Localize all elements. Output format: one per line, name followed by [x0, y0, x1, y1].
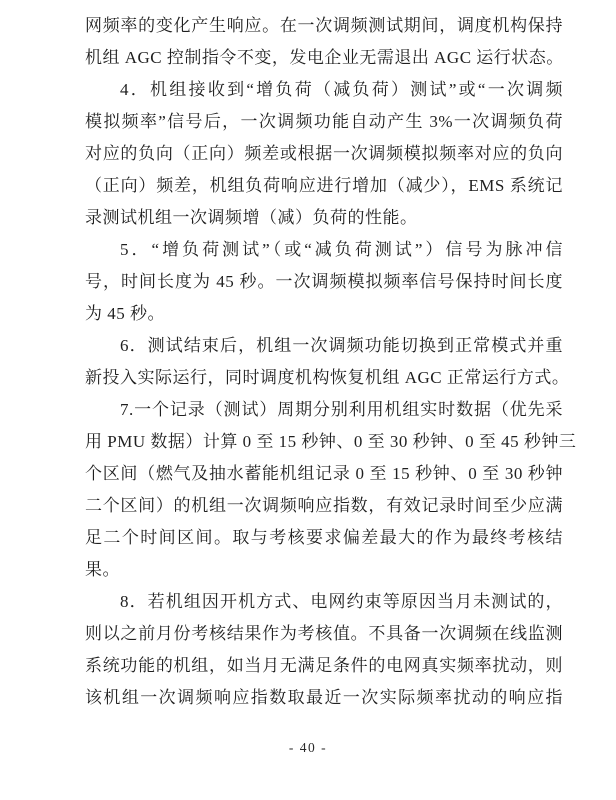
text-line: 二个区间）的机组一次调频响应指数，有效记录时间至少应满 — [85, 496, 563, 515]
text-line: 新投入实际运行，同时调度机构恢复机组 AGC 正常运行方式。 — [85, 368, 570, 387]
text-line: 7.一个记录（测试）周期分别利用机组实时数据（优先采 — [120, 400, 563, 419]
text-line: 模拟频率”信号后，一次调频功能自动产生 3%一次调频负荷 — [85, 112, 563, 131]
text-line: 机组 AGC 控制指令不变，发电企业无需退出 AGC 运行状态。 — [85, 48, 564, 67]
text-line: 录测试机组一次调频增（减）负荷的性能。 — [85, 208, 418, 227]
text-line: 个区间（燃气及抽水蓄能机组记录 0 至 15 秒钟、0 至 30 秒钟 — [85, 464, 563, 483]
document-body-text — [85, 10, 577, 714]
text-line: 号，时间长度为 45 秒。一次调频模拟频率信号保持时间长度 — [85, 272, 563, 291]
text-line: 果。 — [85, 560, 120, 579]
text-line: 足二个时间区间。取与考核要求偏差最大的作为最终考核结 — [85, 528, 563, 547]
text-line: 系统功能的机组，如当月无满足条件的电网真实频率扰动，则 — [85, 656, 563, 675]
text-line: 为 45 秒。 — [85, 304, 165, 323]
text-line: 5．“增负荷测试”（或“减负荷测试”）信号为脉冲信 — [120, 240, 563, 259]
text-line: （正向）频差，机组负荷响应进行增加（减少），EMS 系统记 — [85, 176, 563, 195]
text-line: 8．若机组因开机方式、电网约束等原因当月未测试的， — [120, 592, 563, 611]
text-line: 网频率的变化产生响应。在一次调频测试期间，调度机构保持 — [85, 16, 563, 35]
text-line: 6．测试结束后，机组一次调频功能切换到正常模式并重 — [120, 336, 563, 355]
text-line: 则以之前月份考核结果作为考核值。不具备一次调频在线监测 — [85, 624, 563, 643]
text-line: 4．机组接收到“增负荷（减负荷）测试”或“一次调频 — [120, 80, 563, 99]
page-number: - 40 - — [288, 740, 328, 755]
text-line: 该机组一次调频响应指数取最近一次实际频率扰动的响应指 — [85, 688, 563, 707]
text-line: 用 PMU 数据）计算 0 至 15 秒钟、0 至 30 秒钟、0 至 45 秒钟三 — [85, 432, 577, 451]
text-line: 对应的负向（正向）频差或根据一次调频模拟频率对应的负向 — [85, 144, 563, 163]
